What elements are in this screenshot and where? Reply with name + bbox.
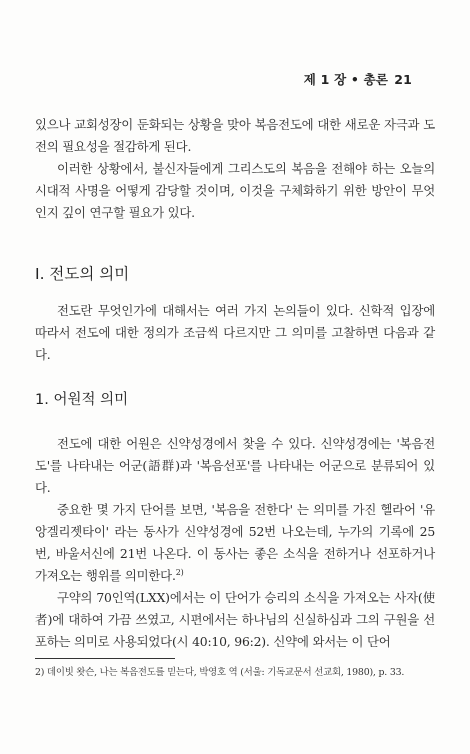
footnote-divider (35, 658, 175, 659)
footnote-text: 데이빗 왓슨, 나는 복음전도를 믿는다, 박영호 역 (서울: 기독교문서 선교회, 1980), p. 33. (47, 667, 405, 678)
intro-text (35, 114, 435, 224)
etymology-paragraph-1: 전도에 대한 어원은 신약성경에서 찾을 수 있다. 신약성경에는 '복음전도'를 나타내는 어군(語群)과 '복음선포'를 나타내는 어군으로 분류되어 있다. (35, 436, 435, 495)
intro-paragraph-1: 있으나 교회성장이 둔화되는 상황을 맞아 복음전도에 대한 새로운 자극과 도전의 필요성을 절감하게 된다. (35, 117, 435, 154)
running-header (304, 70, 412, 88)
intro-paragraph-2: 이러한 상황에서, 불신자들에게 그리스도의 복음을 전해야 하는 오늘의 시대적 사명을 어떻게 감당할 것이며, 이것을 구체화하기 위한 방안이 무엇인지 깊이 연구할 필요가 있다. (35, 161, 435, 220)
subsection-heading-etymology: 1. 어원적 의미 (35, 392, 129, 408)
etymology-paragraph-3: 구약의 70인역(LXX)에서는 이 단어가 승리의 소식을 가져오는 사자(使者)에 대하여 가끔 쓰였고, 시편에서는 하나님의 신실하심과 그의 구원을 선포하는 의미로 사용되었다(시 40:10, 96:2). 신약에 와서는 이 단어 (35, 590, 435, 649)
etymology-paragraph-2-text: 중요한 몇 가지 단어를 보면, '복음을 전한다' 는 의미를 가진 헬라어 '유앙겔리젯타이' 라는 동사가 신약성경에 52번 나오는데, 누가의 기록에 25번, 바울서신에 21번 나온다. 이 동사는 좋은 소식을 전하거나 선포하거나 가져오는 행위를 의미한다. (35, 502, 435, 583)
section-1-paragraph: 전도란 무엇인가에 대해서는 여러 가지 논의들이 있다. 신학적 입장에 따라서 전도에 대한 정의가 조금씩 다르지만 그 의미를 고찰하면 다음과 같다. (35, 303, 435, 362)
subsection-1-text (35, 433, 435, 653)
footnote-reference: 2) (175, 567, 184, 577)
footnote-marker: 2) (35, 667, 45, 678)
page-number: 21 (394, 72, 412, 87)
section-heading-meaning: I. 전도의 의미 (35, 265, 130, 283)
chapter-label: 제 1 장 • 총론 (303, 72, 389, 87)
footnote (35, 666, 445, 680)
section-1-text (35, 300, 435, 366)
etymology-paragraph-2 (35, 499, 435, 587)
